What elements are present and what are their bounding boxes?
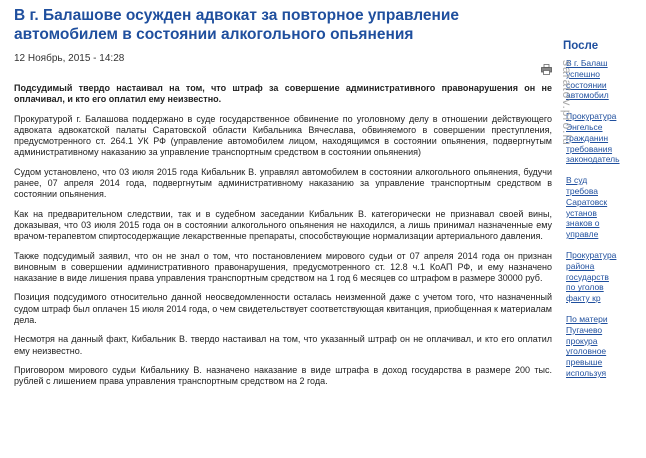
sidebar-news-line: Прокуратура xyxy=(566,111,617,122)
sidebar-news-line: факту кр xyxy=(566,293,601,304)
sidebar-news-line: знаков о xyxy=(566,218,600,229)
sidebar-news-link[interactable] xyxy=(566,314,646,379)
sidebar-news-line: Энгельсе xyxy=(566,121,603,132)
sidebar-news-line: по уголов xyxy=(566,282,604,293)
sidebar-news-line: состоянии xyxy=(566,79,607,90)
sidebar-news-line: управле xyxy=(566,229,599,240)
article-column xyxy=(14,0,552,396)
article-paragraph: Как на предварительном следствии, так и в судебном заседании Кибальник В. категорически не признавал своей вины, доказывая, что 03 июля 2015 года он в состоянии алкогольного опьянения не находился, а лишь принимал назначенные ему врачом-терапевтом спиртосодержащие лекарственные препараты, способствующие нормализации артериального давления. xyxy=(14,208,552,242)
article-paragraph: Позиция подсудимого относительно данной неосведомленности осталась неизменной даже с учетом того, что назначенный судом штраф был оплачен 15 июля 2014 года, о чем свидетельствует соответствующая квитанция, приобщенная к материалам дела. xyxy=(14,292,552,326)
sidebar-news-line: Саратовск xyxy=(566,196,608,207)
sidebar-news-line: законодатель xyxy=(566,154,620,165)
sidebar-news-line: установ xyxy=(566,207,597,218)
article-date: 12 Ноябрь, 2015 - 14:28 xyxy=(14,53,125,64)
sidebar-news-line: автомобил xyxy=(566,90,609,101)
sidebar-news-line: В суд xyxy=(566,175,588,186)
sidebar-news-line: успешно xyxy=(566,68,600,79)
sidebar-news-line: гражданин xyxy=(566,132,609,143)
sidebar-news-line: требова xyxy=(566,185,598,196)
sidebar-news-line: превыше xyxy=(566,357,603,368)
sidebar-news-link[interactable] xyxy=(566,175,646,240)
sidebar-list xyxy=(566,58,646,389)
sidebar-news-line: прокура xyxy=(566,335,598,346)
sidebar-news-line: уголовное xyxy=(566,346,607,357)
article-paragraph: Прокуратурой г. Балашова поддержано в суде государственное обвинение по уголовному делу в отношении действующего адвоката адвокатской палаты Саратовской области Кибальника Вячеслава, обвиняемого в совершении преступления, предусмотренного ст. 264.1 УК РФ (управление автомобилем лицом, находящимся в состоянии опьянения, подвергнутым административному наказанию за управление транспортным средством в состоянии опьянения) xyxy=(14,113,552,158)
article-paragraph: Судом установлено, что 03 июля 2015 года Кибальник В. управлял автомобилем в состоянии алкогольного опьянения, будучи ранее, 07 апреля 2014 года, подвергнутым административному наказанию за управление транспортным средством в состоянии опьянения. xyxy=(14,166,552,200)
sidebar-news-link[interactable] xyxy=(566,58,646,101)
sidebar-news-link[interactable] xyxy=(566,250,646,304)
article-paragraph: Несмотря на данный факт, Кибальник В. твердо настаивал на том, что указанный штраф он не оплачивал, и кто его оплатил ему неизвестно. xyxy=(14,334,552,356)
sidebar-news-line: Прокуратура xyxy=(566,249,617,260)
article-title[interactable]: В г. Балашове осужден адвокат за повторное управление автомобилем в состоянии алкогольного опьянения xyxy=(14,7,460,43)
article-lead: Подсудимый твердо настаивал на том, что штраф за совершение административного правонарушения он не оплачивал, и кто его оплатил ему неизвестно. xyxy=(14,83,552,105)
sidebar-title: После xyxy=(563,40,599,52)
article-paragraph: Приговором мирового судьи Кибальнику В. назначено наказание в виде штрафа в доход государства в размере 200 тыс. рублей с лишением права управления транспортным средством на 2 года. xyxy=(14,364,552,387)
sidebar-news-link[interactable] xyxy=(566,111,646,165)
print-icon[interactable] xyxy=(541,64,552,75)
article-body xyxy=(14,83,552,388)
sidebar-news-line: района xyxy=(566,260,595,271)
article-paragraph: Также подсудимый заявил, что он не знал о том, что постановлением мирового судьи от 07 апреля 2014 года он признан виновным в совершении административного правонарушения, предусмотренного ст. 12.8 ч.1 КоАП РФ, и ему назначено наказание в виде лишения права управления транспортным средством на 1 год 6 месяцев со штрафом в размере 30000 руб. xyxy=(14,250,552,284)
sidebar-news-line: используя xyxy=(566,367,607,378)
sidebar-news-line: требования xyxy=(566,143,613,154)
sidebar-news-line: Пугачево xyxy=(566,324,603,335)
sidebar-news-line: В г. Балаш xyxy=(566,58,608,68)
sidebar-news-line: По матери xyxy=(566,313,608,324)
watermark: saratov.pro.lu xyxy=(560,60,574,146)
sidebar-news-line: государств xyxy=(566,271,609,282)
